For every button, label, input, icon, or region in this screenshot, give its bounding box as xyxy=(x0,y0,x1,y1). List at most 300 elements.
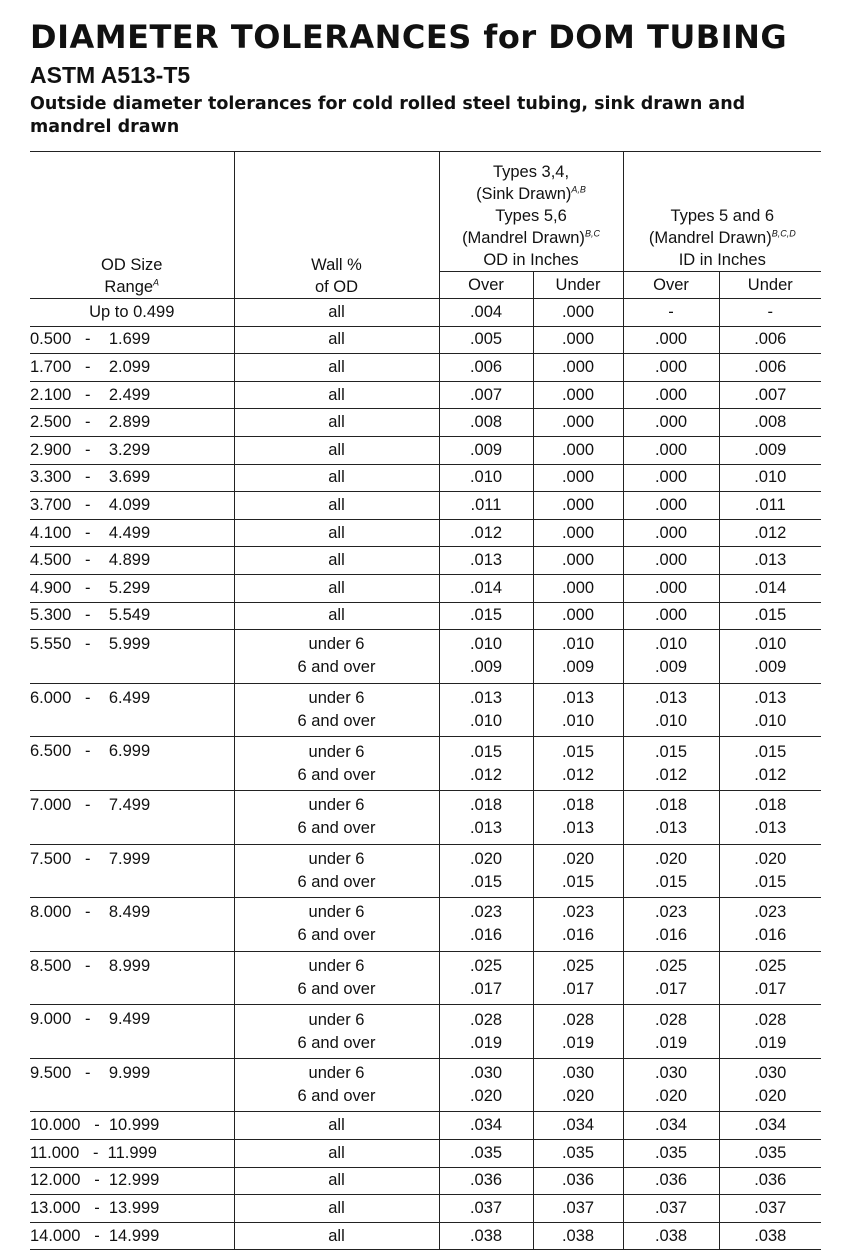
od-over-cell-value: .004 xyxy=(469,302,503,321)
document-title: DIAMETER TOLERANCES for DOM TUBING xyxy=(30,18,788,56)
od-under-cell-value: .000 xyxy=(561,413,595,432)
wall-cell-value: under 6 xyxy=(308,689,365,708)
id-under-cell-value: .007 xyxy=(754,385,787,404)
od-range-value: 2.100 - 2.499 xyxy=(30,385,151,404)
id-under-cell xyxy=(719,951,821,1005)
od-range-value: 9.500 - 9.999 xyxy=(30,1063,151,1082)
od-over-cell xyxy=(439,547,533,575)
od-over-cell-value: .009 xyxy=(469,440,503,459)
od-over-cell-value: .010 xyxy=(469,635,503,654)
od-over-cell-value: .005 xyxy=(469,330,503,349)
id-under-cell-value: .038 xyxy=(754,1226,787,1245)
id-under-cell-value: .036 xyxy=(754,1171,787,1190)
wall-cell xyxy=(234,381,439,409)
id-under-cell xyxy=(719,326,821,354)
od-range-cell xyxy=(30,1005,234,1059)
id-over-cell xyxy=(623,1112,719,1140)
wall-cell-value-2: 6 and over xyxy=(297,712,376,731)
wall-cell-value: under 6 xyxy=(308,1010,365,1029)
od-under-cell-value: .030 xyxy=(561,1064,595,1083)
od-range-cell xyxy=(30,354,234,382)
id-over-cell xyxy=(623,574,719,602)
id-over-cell-value: - xyxy=(668,302,674,321)
od-range-cell xyxy=(30,1140,234,1168)
id-over-cell xyxy=(623,1167,719,1195)
od-over-cell xyxy=(439,436,533,464)
od-range-value: 0.500 - 1.699 xyxy=(30,330,151,349)
id-over-cell xyxy=(623,1140,719,1168)
od-under-cell xyxy=(533,951,623,1005)
od-range-cell xyxy=(30,519,234,547)
range-label: Range xyxy=(104,278,154,296)
od-over-cell-value: .011 xyxy=(470,495,502,514)
wall-cell-value: under 6 xyxy=(308,903,365,922)
wall-cell xyxy=(234,492,439,520)
id-under-cell xyxy=(719,464,821,492)
wall-cell-value: under 6 xyxy=(308,635,365,654)
group2-line2-footnote: B,C,D xyxy=(771,228,796,239)
od-size-label: OD Size xyxy=(101,256,163,274)
od-over-cell xyxy=(439,1112,533,1140)
od-over-cell-value: .013 xyxy=(469,689,503,708)
od-range-value: 7.500 - 7.999 xyxy=(30,849,151,868)
od-over-cell-value-2: .010 xyxy=(469,712,503,731)
wall-cell-value: all xyxy=(328,357,345,376)
table-row xyxy=(30,464,821,492)
od-over-cell-value: .035 xyxy=(469,1143,503,1162)
wall-cell-value: all xyxy=(328,468,345,487)
id-over-cell-value: .000 xyxy=(654,330,688,349)
od-over-cell-value-2: .015 xyxy=(469,872,503,891)
group1-line4: (Mandrel Drawn) xyxy=(462,229,585,247)
od-range-value: 6.000 - 6.499 xyxy=(30,688,151,707)
id-under-cell-value: .028 xyxy=(754,1010,787,1029)
od-under-cell xyxy=(533,844,623,898)
od-over-cell-value: .025 xyxy=(469,956,503,975)
id-under-cell xyxy=(719,683,821,737)
id-over-cell-value: .025 xyxy=(654,956,688,975)
id-under-cell xyxy=(719,547,821,575)
wall-cell-value: all xyxy=(328,578,345,597)
wall-cell-value: all xyxy=(328,1199,345,1218)
od-under-cell-value-2: .017 xyxy=(561,979,595,998)
od-under-cell xyxy=(533,326,623,354)
wall-cell-value-2: 6 and over xyxy=(297,872,376,891)
group1-line1: Types 3,4, xyxy=(492,163,570,181)
od-under-cell xyxy=(533,492,623,520)
id-under-cell-value-2: .012 xyxy=(754,765,787,784)
od-over-cell xyxy=(439,326,533,354)
od-under-cell-value: .037 xyxy=(561,1199,595,1218)
wall-cell xyxy=(234,1140,439,1168)
id-over-header: Over xyxy=(623,272,719,299)
id-under-cell-value: .020 xyxy=(754,849,787,868)
wall-cell-value: all xyxy=(328,551,345,570)
id-under-cell-value: .034 xyxy=(754,1116,787,1135)
wall-cell xyxy=(234,951,439,1005)
table-row xyxy=(30,1058,821,1112)
od-over-cell xyxy=(439,354,533,382)
id-under-cell-value-2: .019 xyxy=(754,1033,787,1052)
od-size-header xyxy=(30,152,234,299)
wall-cell-value-2: 6 and over xyxy=(297,1087,376,1106)
id-over-cell-value-2: .013 xyxy=(654,819,688,838)
od-under-cell-value: .010 xyxy=(561,635,595,654)
table-row xyxy=(30,602,821,630)
od-under-cell-value-2: .013 xyxy=(561,819,595,838)
group2-line3: ID in Inches xyxy=(678,251,766,269)
wall-cell-value: all xyxy=(328,523,345,542)
id-over-cell xyxy=(623,354,719,382)
table-row xyxy=(30,1222,821,1250)
od-over-cell xyxy=(439,1058,533,1112)
od-range-cell xyxy=(30,1058,234,1112)
od-range-cell xyxy=(30,683,234,737)
od-over-cell-value: .023 xyxy=(469,903,503,922)
id-under-cell xyxy=(719,519,821,547)
od-over-cell-value-2: .009 xyxy=(469,658,503,677)
id-under-cell-value: .010 xyxy=(754,468,787,487)
wall-cell-value-2: 6 and over xyxy=(297,765,376,784)
od-range-cell xyxy=(30,844,234,898)
od-over-cell xyxy=(439,951,533,1005)
wall-cell xyxy=(234,326,439,354)
od-range-cell xyxy=(30,1112,234,1140)
id-under-cell-value: .013 xyxy=(754,551,787,570)
id-under-cell-value: .012 xyxy=(754,523,787,542)
wall-label-line1: Wall % xyxy=(311,256,362,274)
id-under-cell-value-2: .017 xyxy=(754,979,787,998)
od-range-value: 9.000 - 9.499 xyxy=(30,1010,151,1029)
id-under-cell xyxy=(719,1195,821,1223)
wall-cell-value: all xyxy=(328,606,345,625)
table-row xyxy=(30,547,821,575)
id-over-cell xyxy=(623,492,719,520)
od-over-cell-value-2: .020 xyxy=(469,1087,503,1106)
od-range-cell xyxy=(30,409,234,437)
wall-cell xyxy=(234,602,439,630)
id-tolerance-group-header xyxy=(623,152,821,272)
wall-cell xyxy=(234,1058,439,1112)
id-over-cell-value-2: .016 xyxy=(654,926,688,945)
id-over-cell-value: .015 xyxy=(654,742,688,761)
document-subtitle: ASTM A513-T5 xyxy=(30,62,191,88)
wall-cell-value: all xyxy=(328,1226,345,1245)
od-under-cell xyxy=(533,299,623,327)
id-over-cell-value: .000 xyxy=(654,523,688,542)
table-row xyxy=(30,898,821,952)
wall-cell xyxy=(234,1005,439,1059)
od-over-cell-value-2: .013 xyxy=(469,819,503,838)
od-over-cell xyxy=(439,299,533,327)
od-under-cell-value: .028 xyxy=(561,1010,595,1029)
od-range-cell xyxy=(30,951,234,1005)
id-under-cell-value: .009 xyxy=(754,440,787,459)
od-range-cell xyxy=(30,299,234,327)
id-under-cell-value: .015 xyxy=(754,742,787,761)
wall-cell xyxy=(234,354,439,382)
wall-cell-value: under 6 xyxy=(308,956,365,975)
od-over-cell xyxy=(439,409,533,437)
od-range-cell xyxy=(30,790,234,844)
od-under-cell-value-2: .009 xyxy=(561,658,595,677)
od-under-cell xyxy=(533,354,623,382)
od-over-cell-value: .010 xyxy=(469,468,503,487)
wall-cell xyxy=(234,519,439,547)
od-range-cell xyxy=(30,602,234,630)
od-range-value: 14.000 - 14.999 xyxy=(30,1226,160,1245)
id-under-cell-value: .006 xyxy=(754,357,787,376)
id-over-cell xyxy=(623,737,719,791)
table-row xyxy=(30,492,821,520)
id-under-cell-value: .018 xyxy=(754,796,787,815)
od-over-cell-value: .015 xyxy=(469,742,503,761)
od-over-cell-value: .006 xyxy=(469,357,503,376)
id-under-cell xyxy=(719,299,821,327)
od-tolerance-group-header xyxy=(439,152,623,272)
id-over-cell-value: .028 xyxy=(654,1010,688,1029)
id-over-cell-value: .000 xyxy=(654,551,688,570)
od-over-cell-value: .008 xyxy=(469,413,503,432)
od-under-cell xyxy=(533,547,623,575)
id-under-cell-value-2: .016 xyxy=(754,926,787,945)
od-range-value: 5.300 - 5.549 xyxy=(30,606,151,625)
od-range-cell xyxy=(30,574,234,602)
od-under-cell-value: .000 xyxy=(561,357,595,376)
od-range-cell xyxy=(30,381,234,409)
id-under-cell xyxy=(719,492,821,520)
id-over-cell-value: .010 xyxy=(654,635,688,654)
id-under-cell-value: .008 xyxy=(754,413,787,432)
id-over-cell xyxy=(623,519,719,547)
id-over-cell xyxy=(623,409,719,437)
id-over-cell-value: .000 xyxy=(654,606,688,625)
wall-cell-value: all xyxy=(328,440,345,459)
od-under-cell xyxy=(533,409,623,437)
table-row xyxy=(30,1005,821,1059)
id-over-cell-value: .013 xyxy=(654,689,688,708)
id-over-cell-value: .030 xyxy=(654,1064,688,1083)
id-over-cell xyxy=(623,898,719,952)
od-range-value: 10.000 - 10.999 xyxy=(30,1116,160,1135)
od-under-cell xyxy=(533,630,623,684)
od-under-cell-value-2: .010 xyxy=(561,712,595,731)
group1-line2: (Sink Drawn) xyxy=(476,185,572,203)
wall-cell-value: all xyxy=(328,385,345,404)
id-over-cell-value: .000 xyxy=(654,578,688,597)
id-over-cell-value-2: .012 xyxy=(654,765,688,784)
od-over-cell-value: .007 xyxy=(469,385,503,404)
od-range-value: 7.000 - 7.499 xyxy=(30,795,151,814)
id-under-cell xyxy=(719,1112,821,1140)
od-under-cell xyxy=(533,1222,623,1250)
od-over-cell-value: .037 xyxy=(469,1199,503,1218)
od-range-value: 6.500 - 6.999 xyxy=(30,742,151,761)
id-under-cell xyxy=(719,1167,821,1195)
table-row xyxy=(30,436,821,464)
od-over-cell-value: .014 xyxy=(469,578,503,597)
id-under-header: Under xyxy=(719,272,821,299)
od-range-cell xyxy=(30,464,234,492)
id-under-cell xyxy=(719,381,821,409)
od-range-cell xyxy=(30,547,234,575)
od-under-cell xyxy=(533,574,623,602)
id-over-cell-value: .020 xyxy=(654,849,688,868)
wall-cell-value: all xyxy=(328,302,345,321)
id-under-cell xyxy=(719,436,821,464)
od-over-cell-value: .018 xyxy=(469,796,503,815)
id-over-cell xyxy=(623,844,719,898)
od-over-cell-value: .020 xyxy=(469,849,503,868)
id-over-cell-value-2: .020 xyxy=(654,1087,688,1106)
table-body xyxy=(30,299,821,1250)
od-range-cell xyxy=(30,737,234,791)
od-over-cell-value-2: .016 xyxy=(469,926,503,945)
id-under-cell xyxy=(719,790,821,844)
table-row xyxy=(30,354,821,382)
od-over-cell-value: .036 xyxy=(469,1171,503,1190)
id-over-cell-value: .038 xyxy=(654,1226,688,1245)
od-under-cell-value: .000 xyxy=(561,551,595,570)
od-under-header: Under xyxy=(533,272,623,299)
od-under-cell-value: .025 xyxy=(561,956,595,975)
od-under-cell xyxy=(533,519,623,547)
od-range-cell xyxy=(30,1195,234,1223)
wall-cell-value: all xyxy=(328,1116,345,1135)
wall-cell xyxy=(234,737,439,791)
table-row xyxy=(30,381,821,409)
od-over-cell xyxy=(439,492,533,520)
id-under-cell-value-2: .010 xyxy=(754,712,787,731)
id-over-cell-value: .000 xyxy=(654,357,688,376)
od-over-cell xyxy=(439,630,533,684)
group1-line5: OD in Inches xyxy=(483,251,579,269)
id-under-cell xyxy=(719,1058,821,1112)
wall-cell-value: all xyxy=(328,495,345,514)
od-over-cell xyxy=(439,1222,533,1250)
table-row xyxy=(30,326,821,354)
table-row xyxy=(30,630,821,684)
od-over-cell-value-2: .017 xyxy=(469,979,503,998)
od-under-cell xyxy=(533,1167,623,1195)
wall-cell-value: all xyxy=(328,1171,345,1190)
od-range-value: 2.500 - 2.899 xyxy=(30,413,151,432)
od-under-cell xyxy=(533,1195,623,1223)
od-range-value: 12.000 - 12.999 xyxy=(30,1171,160,1190)
od-over-cell-value: .038 xyxy=(469,1226,503,1245)
id-over-cell-value: .018 xyxy=(654,796,688,815)
od-range-value: 13.000 - 13.999 xyxy=(30,1199,160,1218)
od-under-cell-value: .023 xyxy=(561,903,595,922)
table-row xyxy=(30,299,821,327)
wall-cell xyxy=(234,574,439,602)
wall-cell-value: under 6 xyxy=(308,849,365,868)
od-under-cell xyxy=(533,683,623,737)
wall-cell xyxy=(234,436,439,464)
id-over-cell-value: .037 xyxy=(654,1199,688,1218)
wall-cell-value-2: 6 and over xyxy=(297,1033,376,1052)
wall-cell-value-2: 6 and over xyxy=(297,658,376,677)
id-under-cell-value: .025 xyxy=(754,956,787,975)
id-over-cell-value: .000 xyxy=(654,440,688,459)
id-over-cell xyxy=(623,602,719,630)
od-range-cell xyxy=(30,630,234,684)
id-under-cell-value: .013 xyxy=(754,689,787,708)
od-range-value: 8.500 - 8.999 xyxy=(30,956,151,975)
od-range-cell xyxy=(30,1167,234,1195)
od-over-cell xyxy=(439,790,533,844)
id-under-cell-value-2: .015 xyxy=(754,872,787,891)
od-under-cell-value: .000 xyxy=(561,440,595,459)
id-over-cell xyxy=(623,326,719,354)
wall-cell-value: under 6 xyxy=(308,796,365,815)
wall-cell xyxy=(234,299,439,327)
od-under-cell-value: .020 xyxy=(561,849,595,868)
table-row xyxy=(30,519,821,547)
od-range-value: 3.700 - 4.099 xyxy=(30,495,151,514)
od-over-cell xyxy=(439,1195,533,1223)
od-under-cell-value: .013 xyxy=(561,689,595,708)
range-footnote: A xyxy=(153,277,160,288)
group1-line3: Types 5,6 xyxy=(495,207,567,225)
id-over-cell-value: .000 xyxy=(654,468,688,487)
id-under-cell-value: .015 xyxy=(754,606,787,625)
wall-cell xyxy=(234,409,439,437)
od-over-cell xyxy=(439,898,533,952)
id-under-cell xyxy=(719,844,821,898)
od-over-cell xyxy=(439,844,533,898)
od-under-cell-value: .015 xyxy=(561,742,595,761)
group1-line2-footnote: A,B xyxy=(571,184,586,195)
od-over-cell-value-2: .019 xyxy=(469,1033,503,1052)
od-over-cell xyxy=(439,1167,533,1195)
id-under-cell xyxy=(719,630,821,684)
od-under-cell-value: .035 xyxy=(561,1143,595,1162)
od-under-cell-value: .000 xyxy=(561,468,595,487)
od-range-value: 2.900 - 3.299 xyxy=(30,440,151,459)
od-range-value: 4.100 - 4.499 xyxy=(30,523,151,542)
id-under-cell-value: .014 xyxy=(754,578,787,597)
id-under-cell xyxy=(719,898,821,952)
id-under-cell-value: .010 xyxy=(754,635,787,654)
id-over-cell-value-2: .015 xyxy=(654,872,688,891)
wall-cell xyxy=(234,1222,439,1250)
table-row xyxy=(30,951,821,1005)
table-row xyxy=(30,1195,821,1223)
table-row xyxy=(30,844,821,898)
id-over-cell xyxy=(623,1058,719,1112)
od-under-cell-value: .000 xyxy=(561,606,595,625)
id-over-cell-value: .036 xyxy=(654,1171,688,1190)
id-over-cell xyxy=(623,547,719,575)
od-under-cell-value: .000 xyxy=(561,330,595,349)
od-under-cell xyxy=(533,381,623,409)
od-over-cell-value: .028 xyxy=(469,1010,503,1029)
od-range-value: Up to 0.499 xyxy=(89,302,175,321)
od-under-cell-value: .000 xyxy=(561,523,595,542)
wall-cell xyxy=(234,844,439,898)
od-under-cell-value: .036 xyxy=(561,1171,595,1190)
od-over-cell xyxy=(439,464,533,492)
od-range-cell xyxy=(30,898,234,952)
id-over-cell-value: .023 xyxy=(654,903,688,922)
id-over-cell-value: .000 xyxy=(654,413,688,432)
od-over-cell-value: .034 xyxy=(469,1116,503,1135)
id-over-cell xyxy=(623,1195,719,1223)
wall-label-line2: of OD xyxy=(314,278,359,296)
wall-cell-value: all xyxy=(328,330,345,349)
id-under-cell-value: .006 xyxy=(754,330,787,349)
